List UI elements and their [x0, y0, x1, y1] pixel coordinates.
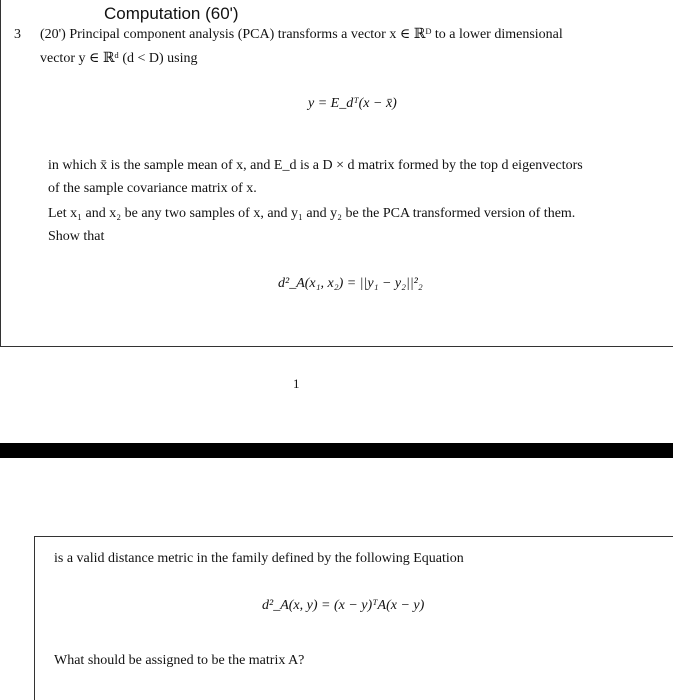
question-line-2: vector y ∈ ℝᵈ (d < D) using [40, 51, 198, 66]
question-number: 3 [14, 27, 21, 42]
question-line-6: Show that [48, 229, 105, 244]
question-line-5: Let x₁ and x₂ be any two samples of x, and y₁ and y₂ be the PCA transformed version of them. [48, 206, 576, 221]
section-heading: Computation (60') [104, 4, 239, 23]
metric-family-equation: d²_A(x, y) = (x − y)ᵀA(x − y) [262, 598, 425, 613]
pca-equation: y = E_dᵀ(x − x̄) [308, 96, 397, 111]
page-separator [0, 443, 673, 458]
question-line-1: (20') Principal component analysis (PCA) transforms a vector x ∈ ℝᴰ to a lower dimensional [40, 27, 563, 42]
distance-equation: d²_A(x₁, x₂) = ||y₁ − y₂||²₂ [278, 276, 423, 291]
question-line-3: in which x̄ is the sample mean of x, and E_d is a D × d matrix formed by the top d eigenvectors [48, 158, 583, 173]
page2-line-1: is a valid distance metric in the family defined by the following Equation [54, 551, 464, 566]
page2-question: What should be assigned to be the matrix A? [54, 653, 305, 668]
question-line-4: of the sample covariance matrix of x. [48, 181, 257, 196]
page-number: 1 [293, 376, 300, 391]
